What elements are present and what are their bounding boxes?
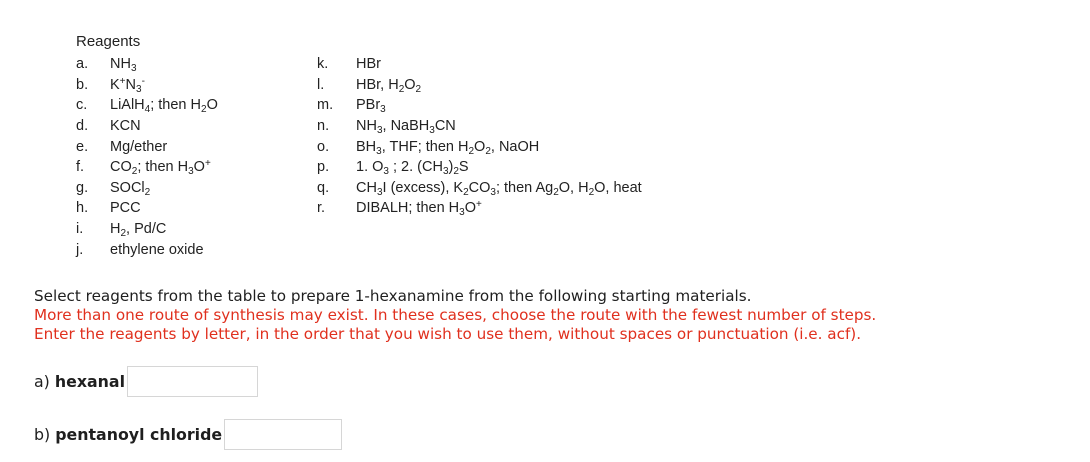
reagent-letter: p. — [317, 159, 330, 176]
reagent-formula: SOCl$_2$ — [110, 179, 151, 198]
reagent-formula: 1. $O_3$ ; 2. $(CH_3)_2S$ — [356, 159, 469, 178]
reagent-row — [317, 75, 642, 96]
answer-input-a[interactable] — [127, 366, 258, 397]
reagent-letter: j. — [76, 241, 84, 258]
reagent-letter: h. — [76, 200, 89, 217]
reagent-formula: $NH_3$ — [110, 56, 137, 75]
instruction-line: Select reagents from the table to prepare 1-hexanamine from the following starting materials. — [34, 287, 752, 305]
answer-input-b[interactable] — [224, 419, 342, 450]
reagent-list-right — [317, 54, 642, 219]
question-b-label — [34, 425, 222, 444]
reagent-letter: c. — [76, 97, 88, 114]
reagent-formula: $K^+N_3^-$ — [110, 75, 145, 95]
question-a — [34, 366, 258, 397]
reagent-formula: KCN — [110, 118, 141, 135]
reagent-row — [76, 116, 218, 137]
reagent-formula: $BH_3$, THF; then $H_2O_2$, NaOH — [356, 138, 540, 157]
reagent-row — [317, 178, 642, 199]
reagent-letter: l. — [317, 76, 325, 93]
reagent-letter: f. — [76, 159, 85, 176]
reagent-letter: q. — [317, 179, 330, 196]
reagent-letter: m. — [317, 97, 334, 114]
reagent-row — [317, 95, 642, 116]
reagent-row — [317, 157, 642, 178]
reagent-row — [317, 198, 642, 219]
question-b — [34, 419, 342, 450]
reagent-letter: i. — [76, 221, 84, 238]
reagent-formula: $H_2$, Pd/C — [110, 221, 167, 240]
instruction-line-red: Enter the reagents by letter, in the order that you wish to use them, without spaces or punctuation (i.e. acf). — [34, 325, 862, 343]
reagent-row — [76, 198, 218, 219]
reagent-row — [76, 219, 218, 240]
reagent-row — [76, 54, 218, 75]
reagent-row — [76, 239, 218, 260]
reagent-formula: LiAlH$_4$; then $H_2O$ — [110, 97, 218, 116]
reagent-row — [317, 54, 642, 75]
reagent-letter: o. — [317, 138, 330, 155]
reagent-row — [76, 136, 218, 157]
reagent-letter: n. — [317, 118, 330, 135]
reagent-row — [317, 136, 642, 157]
reagent-row — [317, 116, 642, 137]
reagent-letter: a. — [76, 56, 89, 73]
reagent-formula: $NH_3$, NaBH$_3$CN — [356, 118, 456, 137]
instruction-line-red: More than one route of synthesis may exist. In these cases, choose the route with the fewest number of steps. — [34, 306, 877, 324]
question-a-label — [34, 372, 125, 391]
starting-material-name: pentanoyl chloride — [55, 425, 223, 444]
reagent-row — [76, 157, 218, 178]
reagent-formula: DIBALH; then $H_3O^+$ — [356, 199, 482, 219]
reagent-letter: e. — [76, 138, 89, 155]
reagent-letter: b. — [76, 76, 89, 93]
reagent-row — [76, 95, 218, 116]
reagent-letter: d. — [76, 118, 89, 135]
reagent-formula: $CO_2$; then $H_3O^+$ — [110, 158, 211, 178]
reagent-formula: $CH_3I$ (excess), $K_2CO_3$; then $Ag_2O$, $H_2O$, heat — [356, 179, 642, 198]
reagent-letter: g. — [76, 179, 89, 196]
question-prefix: b) — [34, 425, 56, 444]
reagent-formula: HBr — [356, 56, 381, 73]
reagent-row — [76, 75, 218, 96]
question-prefix: a) — [34, 372, 55, 391]
reagent-formula: PBr$_3$ — [356, 97, 386, 116]
reagent-row — [76, 178, 218, 199]
reagent-formula: PCC — [110, 200, 141, 217]
reagent-list-left — [76, 54, 218, 260]
reagent-letter: k. — [317, 56, 329, 73]
reagent-letter: r. — [317, 200, 326, 217]
reagents-heading: Reagents — [76, 33, 141, 50]
reagent-formula: HBr, $H_2O_2$ — [356, 76, 422, 95]
reagent-formula: Mg/ether — [110, 138, 168, 155]
starting-material-name: hexanal — [54, 372, 126, 391]
reagent-formula: ethylene oxide — [110, 241, 204, 258]
instructions — [34, 287, 876, 344]
